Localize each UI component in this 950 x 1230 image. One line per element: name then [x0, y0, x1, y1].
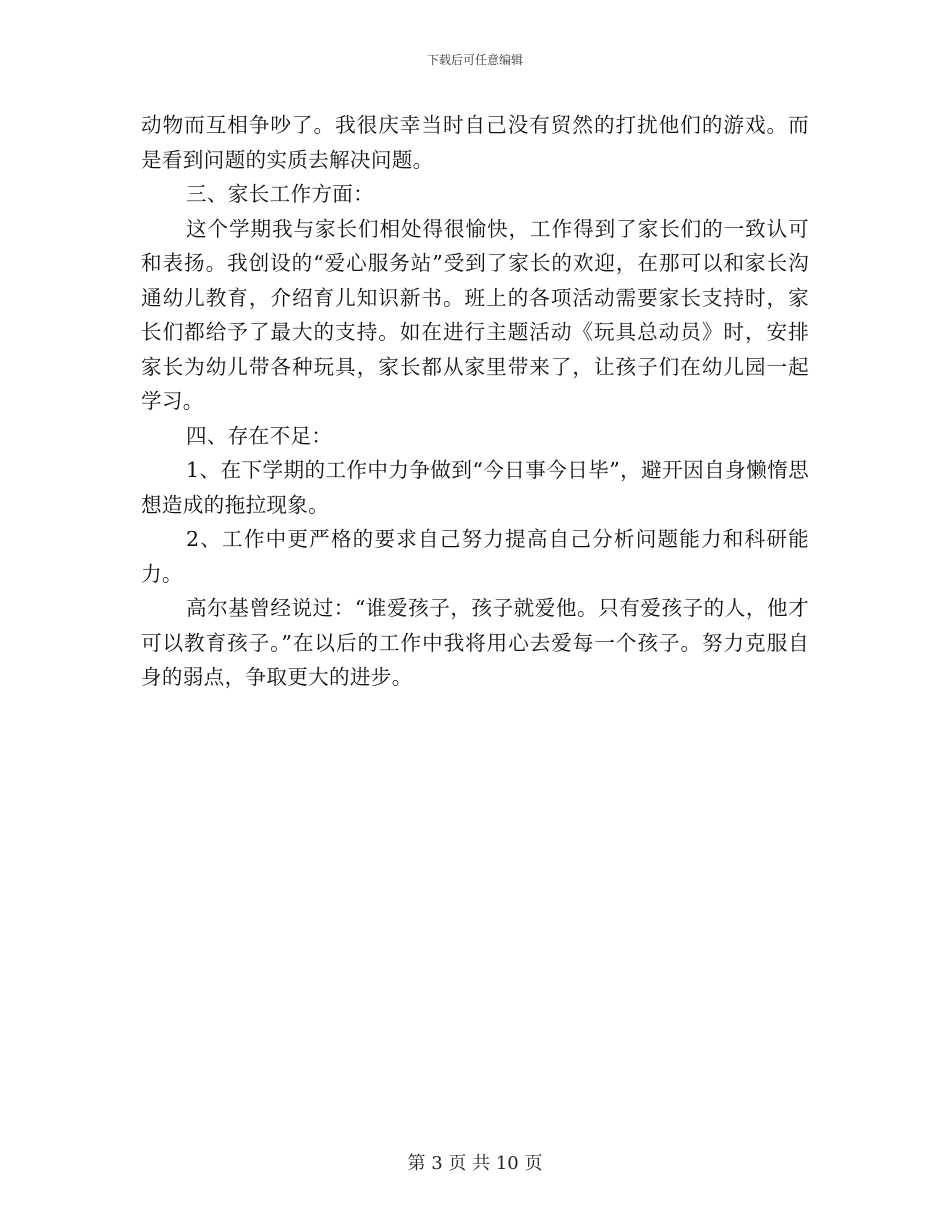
- paragraph-parent-work: 这个学期我与家长们相处得很愉快，工作得到了家长们的一致认可和表扬。我创设的“爱心服务站”受到了家长的欢迎，在那可以和家长沟通幼儿教育，介绍育儿知识新书。班上的各项活动需要家长支持时，家长们都给予了最大的支持。如在进行主题活动《玩具总动员》时，安排家长为幼儿带各种玩具，家长都从家里带来了，让孩子们在幼儿园一起学习。: [141, 216, 809, 413]
- shortcoming-item-1: 1、在下学期的工作中力争做到“今日事今日毕”，避开因自身懒惰思想造成的拖拉现象。: [141, 458, 809, 517]
- document-body: [141, 108, 809, 695]
- section-heading-shortcomings: 四、存在不足：: [186, 423, 333, 448]
- page-number-footer: 第 3 页 共 10 页: [407, 1153, 543, 1174]
- paragraph-continuation: 动物而互相争吵了。我很庆幸当时自己没有贸然的打扰他们的游戏。而是看到问题的实质去解决问题。: [141, 113, 809, 172]
- page-header: 下载后可任意编辑: [426, 53, 523, 67]
- paragraph-closing-quote: 高尔基曾经说过：“谁爱孩子，孩子就爱他。只有爱孩子的人，他才可以教育孩子。”在以后的工作中我将用心去爱每一个孩子。努力克服自身的弱点，争取更大的进步。: [141, 596, 809, 689]
- shortcoming-item-2: 2、工作中更严格的要求自己努力提高自己分析问题能力和科研能力。: [141, 527, 809, 586]
- section-heading-parent-work: 三、家长工作方面：: [186, 182, 375, 206]
